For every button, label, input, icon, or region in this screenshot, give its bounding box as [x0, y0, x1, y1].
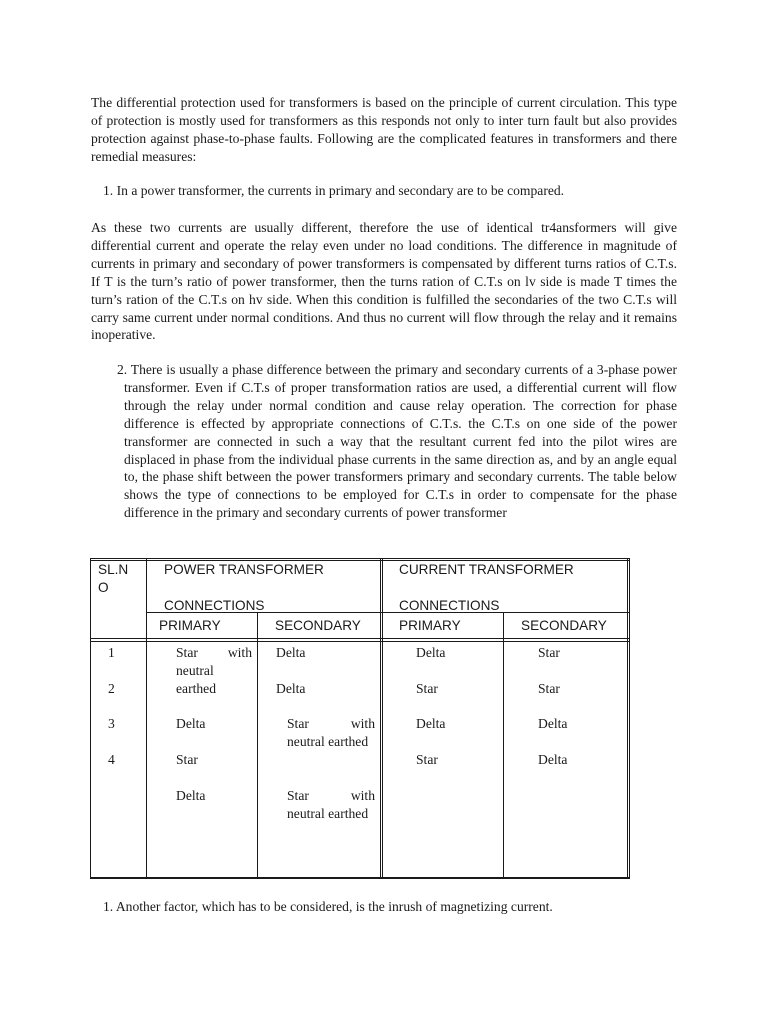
ct-secondary-cell: Delta: [538, 716, 568, 731]
pt-secondary-cell: Delta: [276, 681, 306, 696]
explanation-paragraph: As these two currents are usually different, therefore the use of identical tr4ansformers will give differential current and operate the relay even under no load conditions. The difference in magnitude of currents in primary and secondary of power transformers is compensated by different turns ratios of C.T.s. If T is the turn’s ratio of power transformer, then the turns ration of C.T.s on lv side is made T times the turn’s ration of the C.T.s on hv side. When this condition is fulfilled the secondaries of the two C.T.s will carry same current under normal conditions. And thus no current will flow through the relay and it remains inoperative.: [91, 220, 677, 343]
ct-primary-cell: Delta: [416, 716, 446, 731]
pt-primary-cell: Delta: [176, 716, 206, 731]
header-pt-secondary: SECONDARY: [275, 618, 361, 633]
pt-primary-cell: Star with neutral earthed: [176, 645, 252, 696]
header-power-connections: CONNECTIONS: [164, 598, 265, 613]
header-current-connections: CONNECTIONS: [399, 598, 500, 613]
pt-primary-cell: Star: [176, 752, 198, 767]
ct-secondary-cell: Delta: [538, 752, 568, 767]
list-item-3: 1. Another factor, which has to be considered, is the inrush of magnetizing current.: [103, 899, 553, 914]
header-ct-secondary: SECONDARY: [521, 618, 607, 633]
sl-number: 1: [108, 645, 115, 660]
ct-primary-cell: Star: [416, 681, 438, 696]
header-current-transformer: CURRENT TRANSFORMER: [399, 562, 574, 577]
header-pt-primary: PRIMARY: [159, 618, 221, 633]
header-ct-primary: PRIMARY: [399, 618, 461, 633]
pt-secondary-cell: Star with neutral earthed: [287, 788, 375, 821]
connections-table: [90, 558, 630, 879]
ct-primary-cell: Star: [416, 752, 438, 767]
sl-number: 4: [108, 752, 115, 767]
intro-paragraph: The differential protection used for transformers is based on the principle of current circulation. This type of protection is mostly used for transformers as this responds not only to inter turn fault but also provides protection against phase-to-phase faults. Following are the complicated features in transformers and there remedial measures:: [91, 95, 677, 164]
ct-secondary-cell: Star: [538, 645, 560, 660]
sl-number: 3: [108, 716, 115, 731]
pt-secondary-cell: Delta: [276, 645, 306, 660]
header-slno-cont: O: [98, 580, 109, 595]
ct-secondary-cell: Star: [538, 681, 560, 696]
header-slno: SL.N: [98, 562, 129, 577]
sl-number: 2: [108, 681, 115, 696]
list-item-1: 1. In a power transformer, the currents in primary and secondary are to be compared.: [103, 183, 565, 198]
header-power-transformer: POWER TRANSFORMER: [164, 562, 324, 577]
pt-primary-cell: Delta: [176, 788, 206, 803]
list-item-2: [103, 361, 677, 522]
list-item-2-text: 2. There is usually a phase difference between the primary and secondary currents of a 3-phase power transformer. Even if C.T.s of proper transformation ratios are used, a differential current will flow through the relay under normal condition and cause relay operation. The correction for phase difference is effected by appropriate connections of C.T.s. the C.T.s on one side of the power transformer are connected in such a way that the resultant current fed into the pilot wires are displaced in phase from the individual phase currents in the same direction as, and by an angle equal to, the phase shift between the power transformers primary and secondary currents. The table below shows the type of connections to be employed for C.T.s in order to compensate for the phase difference in the primary and secondary currents of power transformer: [117, 362, 677, 521]
ct-primary-cell: Delta: [416, 645, 446, 660]
pt-secondary-cell: Star with neutral earthed: [287, 716, 375, 749]
